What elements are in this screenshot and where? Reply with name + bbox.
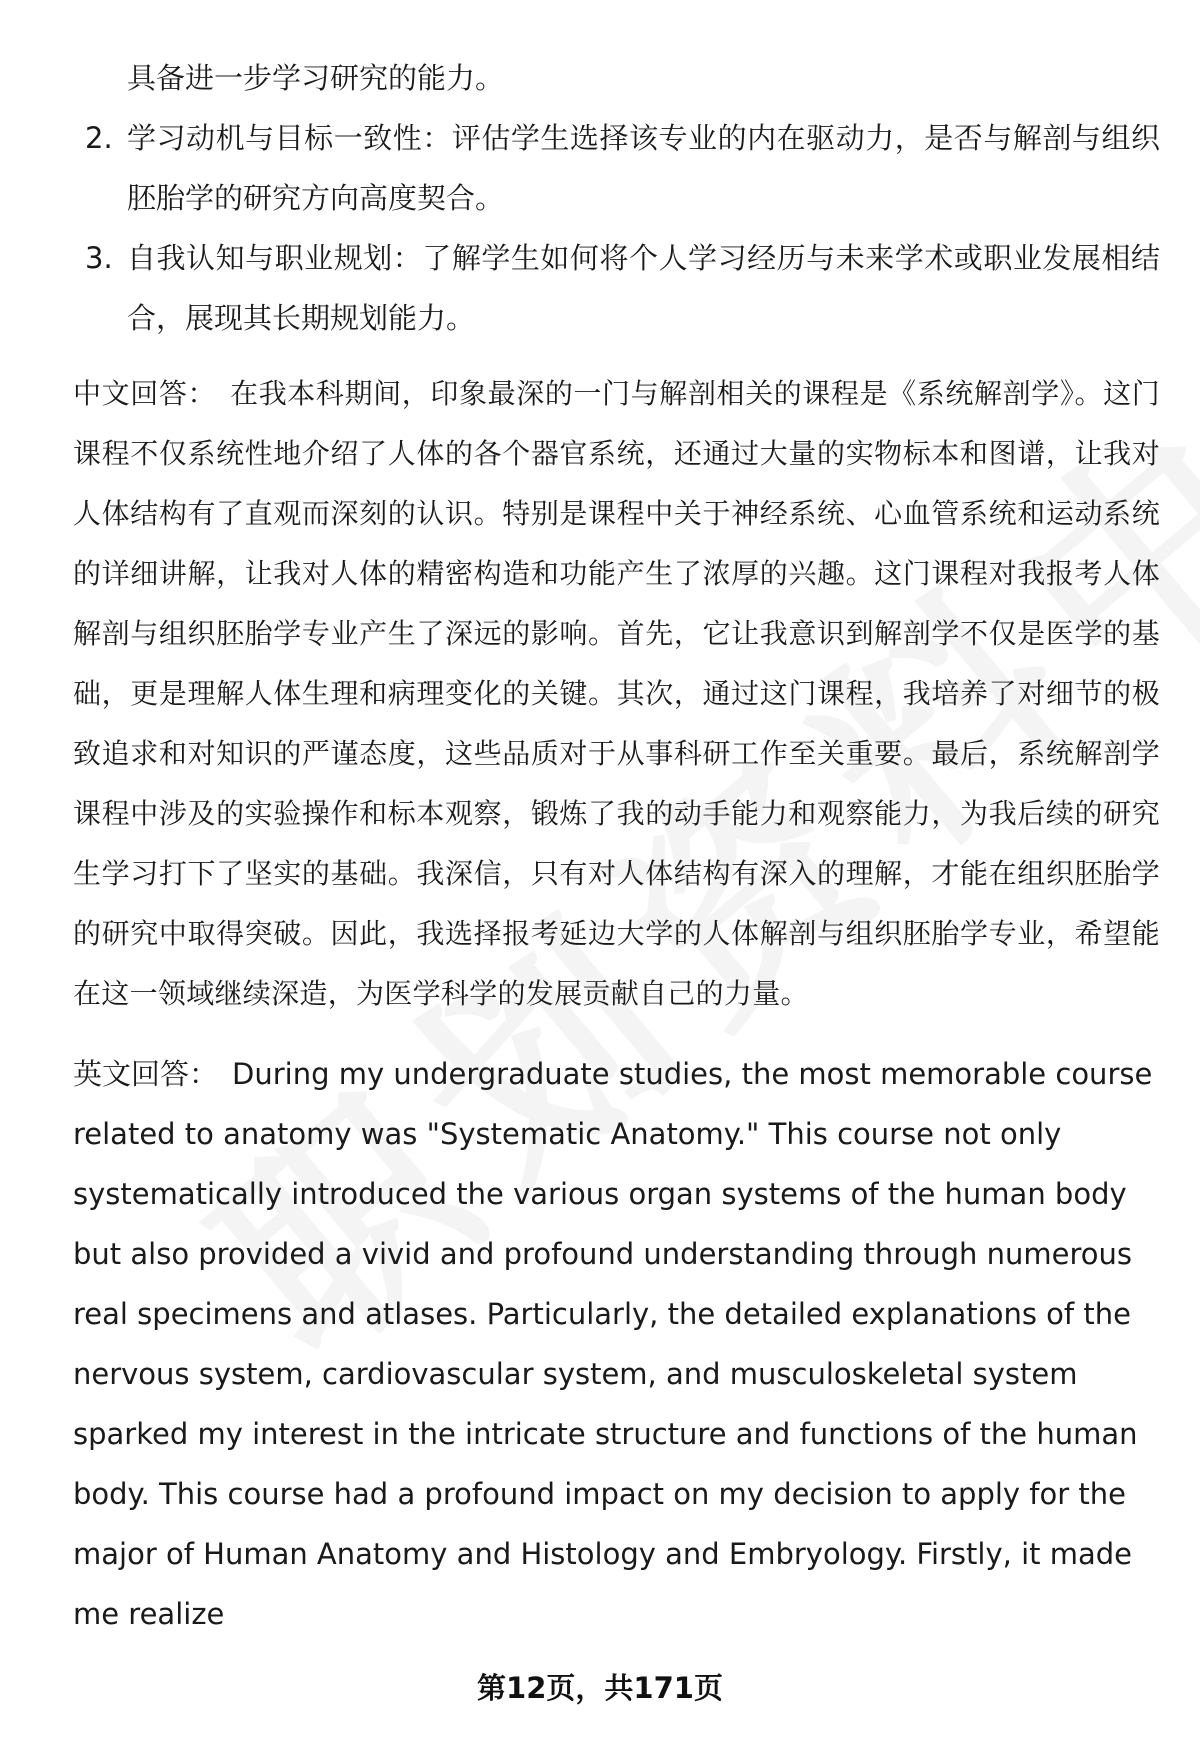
english-answer-label: 英文回答： — [73, 1057, 219, 1091]
chinese-answer-text: 在我本科期间，印象最深的一门与解剖相关的课程是《系统解剖学》。这门课程不仅系统性地介绍了人体的各个器官系统，还通过大量的实物标本和图谱，让我对人体结构有了直观而深刻的认识。特别是课程中关于神经系统、心血管系统和运动系统的详细讲解，让我对人体的精密构造和功能产生了浓厚的兴趣。这门课程对我报考人体解剖与组织胚胎学专业产生了深远的影响。首先，它让我意识到解剖学不仅是医学的基础，更是理解人体生理和病理变化的关键。其次，通过这门课程，我培养了对细节的极致追求和对知识的严谨态度，这些品质对于从事科研工作至关重要。最后，系统解剖学课程中涉及的实验操作和标本观察，锻炼了我的动手能力和观察能力，为我后续的研究生学习打下了坚实的基础。我深信，只有对人体结构有深入的理解，才能在组织胚胎学的研究中取得突破。因此，我选择报考延边大学的人体解剖与组织胚胎学专业，希望能在这一领域继续深造，为医学科学的发展贡献自己的力量。 — [73, 377, 1160, 1010]
list-item-text: 自我认知与职业规划：了解学生如何将个人学习经历与未来学术或职业发展相结合，展现其长期规划能力。 — [127, 241, 1160, 335]
list-item-text: 学习动机与目标一致性：评估学生选择该专业的内在驱动力，是否与解剖与组织胚胎学的研究方向高度契合。 — [127, 121, 1160, 215]
list-item-number: 2. — [85, 121, 113, 155]
english-answer-text: During my undergraduate studies, the most memorable course related to anatomy was "Systematic Anatomy." This course not only systematically introduced the various organ systems of the human body but also provided a vivid and profound understanding through numerous real specimens and atlases. Particularly, the detailed explanations of the nervous system, cardiovascular system, and musculoskeletal system sparked my interest in the intricate structure and functions of the human body. This course had a profound impact on my decision to apply for the major of Human Anatomy and Histology and Embryology. Firstly, it made me realize — [73, 1057, 1153, 1631]
page-content — [73, 48, 1160, 1644]
english-answer-paragraph — [73, 1044, 1160, 1644]
criteria-list — [73, 108, 1160, 348]
chinese-answer-paragraph — [73, 364, 1160, 1024]
list-item-number: 3. — [85, 241, 113, 275]
list-item — [73, 228, 1160, 348]
page-number-footer: 第12页，共171页 — [477, 1671, 723, 1705]
chinese-answer-label: 中文回答： — [73, 377, 217, 410]
list-item-continuation: 具备进一步学习研究的能力。 — [127, 61, 505, 95]
list-item — [73, 108, 1160, 228]
